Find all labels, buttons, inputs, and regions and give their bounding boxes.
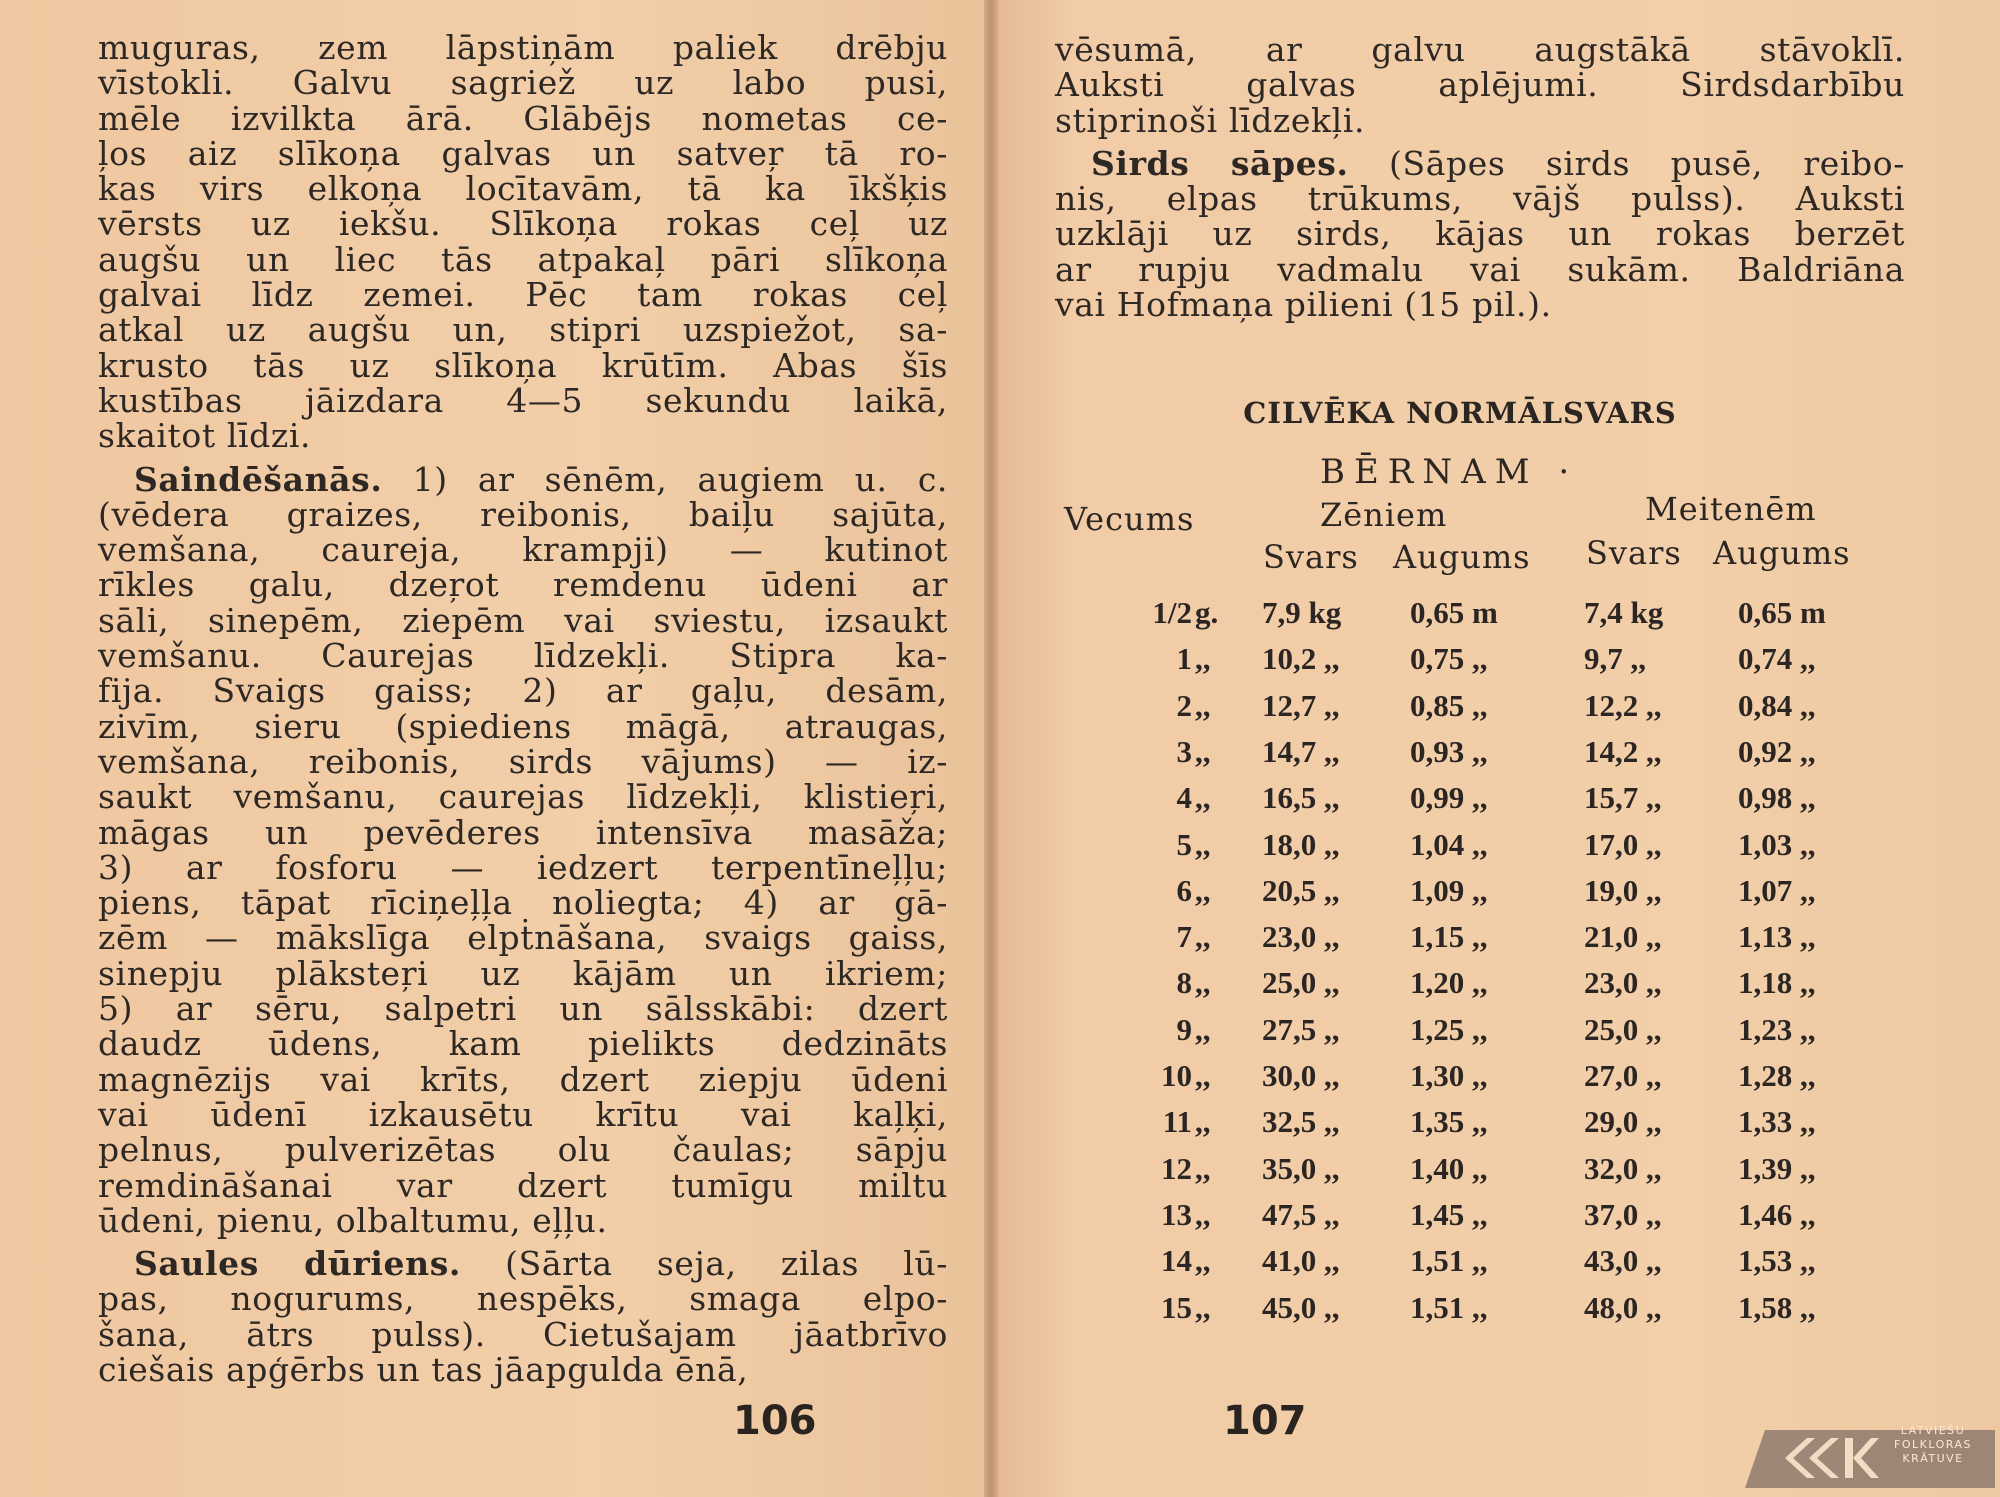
boys-height-cell: 1,45 ,, bbox=[1410, 1196, 1488, 1232]
boys-weight-cell: 47,5 ,, bbox=[1262, 1196, 1340, 1232]
girls-height-cell: 1,53 ,, bbox=[1738, 1243, 1816, 1279]
column-header-boys-height: Augums bbox=[1393, 538, 1531, 576]
age-unit-cell: ,, bbox=[1195, 1058, 1211, 1093]
text-line: pas, nogurums, nespēks, smaga elpo- bbox=[98, 1279, 948, 1319]
boys-height-cell: 1,40 ,, bbox=[1410, 1150, 1488, 1186]
boys-height-cell: 0,75 ,, bbox=[1410, 641, 1488, 677]
boys-height-cell: 0,65 m bbox=[1410, 595, 1498, 630]
girls-height-cell: 1,46 ,, bbox=[1738, 1196, 1816, 1232]
text-line: uzklāji uz sirds, kājas un rokas berzēt bbox=[1055, 214, 1905, 254]
girls-height-cell: 0,65 m bbox=[1738, 595, 1826, 630]
age-unit-cell: ,, bbox=[1195, 826, 1211, 862]
group-header-girls: Meitenēm bbox=[1645, 490, 1817, 528]
girls-height-cell: 1,07 ,, bbox=[1738, 872, 1816, 908]
age-unit-cell: ,, bbox=[1195, 1289, 1211, 1325]
girls-weight-cell: 14,2 ,, bbox=[1584, 733, 1662, 769]
table-row bbox=[0, 919, 2000, 959]
text-line: vemšana, caureja, krampji) — kutinot bbox=[98, 530, 948, 570]
age-cell: 5 bbox=[1176, 826, 1192, 862]
table-row bbox=[0, 873, 2000, 913]
text-line-rest: (Sāpes sirds pusē, reibo- bbox=[1348, 143, 1905, 183]
age-cell: 1/2 bbox=[1152, 595, 1192, 630]
boys-height-cell: 0,93 ,, bbox=[1410, 733, 1488, 769]
logo-line: KRĀTUVE bbox=[1902, 1452, 1964, 1465]
table-title: CILVĒKA NORMĀLSVARS bbox=[1243, 396, 1677, 430]
boys-weight-cell: 16,5 ,, bbox=[1262, 780, 1340, 816]
text-line: 3) ar fosforu — iedzert terpentīneļļu; bbox=[98, 847, 948, 887]
text-line: 5) ar sēru, salpetri un sālsskābi: dzert bbox=[98, 989, 948, 1029]
girls-weight-cell: 15,7 ,, bbox=[1584, 780, 1662, 816]
age-cell: 6 bbox=[1176, 872, 1192, 908]
text-line: mēle izvilkta ārā. Glābējs nometas ce- bbox=[98, 98, 948, 138]
logo-line: FOLKLORAS bbox=[1894, 1438, 1972, 1451]
boys-weight-cell: 27,5 ,, bbox=[1262, 1011, 1340, 1047]
age-cell: 10 bbox=[1161, 1058, 1192, 1093]
age-cell: 3 bbox=[1176, 733, 1192, 769]
table-row bbox=[0, 1104, 2000, 1144]
age-cell: 2 bbox=[1176, 687, 1192, 723]
text-line: stiprinoši līdzekļi. bbox=[1055, 100, 1366, 140]
boys-weight-cell: 14,7 ,, bbox=[1262, 733, 1340, 769]
age-cell: 14 bbox=[1161, 1243, 1192, 1279]
girls-weight-cell: 9,7 ,, bbox=[1584, 641, 1646, 677]
column-header-age: Vecums bbox=[1064, 500, 1195, 538]
girls-weight-cell: 25,0 ,, bbox=[1584, 1011, 1662, 1047]
girls-weight-cell: 19,0 ,, bbox=[1584, 872, 1662, 908]
age-cell: 1 bbox=[1176, 641, 1192, 677]
page-number-left: 106 bbox=[733, 1398, 817, 1444]
table-row bbox=[0, 777, 2000, 820]
boys-weight-cell: 41,0 ,, bbox=[1262, 1243, 1340, 1279]
age-unit-cell: ,, bbox=[1195, 1104, 1211, 1140]
text-line: saukt vemšanu, caurejas līdzekļi, klistieŗi, bbox=[98, 777, 948, 817]
age-cell: 15 bbox=[1161, 1289, 1192, 1325]
text-line: zēm — mākslīga elpṫnāšana, svaigs gaiss, bbox=[98, 918, 948, 958]
text-line: ciešais apģērbs un tas jāapgulda ēnā, bbox=[98, 1349, 749, 1389]
text-line: māgas un pevēderes intensīva masāža; bbox=[98, 812, 948, 852]
boys-height-cell: 1,20 ,, bbox=[1410, 965, 1488, 1001]
text-line: atkal uz augšu un, stipri uzspiežot, sa- bbox=[98, 310, 948, 350]
age-unit-cell: ,, bbox=[1195, 1243, 1211, 1279]
text-line: augšu un liec tās atpakaļ pāri slīkoņa bbox=[98, 239, 948, 279]
boys-height-cell: 1,04 ,, bbox=[1410, 826, 1488, 862]
boys-weight-cell: 30,0 ,, bbox=[1262, 1058, 1340, 1093]
boys-weight-cell: 10,2 ,, bbox=[1262, 641, 1340, 677]
logo-line: LATVIEŠU bbox=[1900, 1424, 1966, 1437]
age-unit-cell: ,, bbox=[1195, 965, 1211, 1001]
age-cell: 11 bbox=[1162, 1104, 1192, 1140]
table-row bbox=[0, 595, 2000, 635]
boys-weight-cell: 12,7 ,, bbox=[1262, 687, 1340, 723]
text-line: piens, tāpat rīciņeļļa noliegta; 4) ar gā- bbox=[98, 883, 948, 923]
girls-height-cell: 1,58 ,, bbox=[1738, 1289, 1816, 1325]
text-line: galvai līdz zemei. Pēc tam rokas ceļ bbox=[98, 275, 948, 315]
age-unit-cell: ,, bbox=[1195, 1011, 1211, 1047]
age-cell: 9 bbox=[1176, 1011, 1192, 1047]
girls-height-cell: 1,23 ,, bbox=[1738, 1011, 1816, 1047]
text-line: vērsts uz iekšu. Slīkoņa rokas ceļ uz bbox=[98, 204, 948, 244]
text-line bbox=[98, 459, 948, 499]
column-header-girls-height: Augums bbox=[1713, 534, 1851, 572]
age-cell: 8 bbox=[1176, 965, 1192, 1001]
age-unit-cell: ,, bbox=[1195, 1150, 1211, 1186]
boys-height-cell: 1,15 ,, bbox=[1410, 919, 1488, 955]
girls-height-cell: 1,28 ,, bbox=[1738, 1058, 1816, 1093]
text-line: vēsumā, ar galvu augstākā stāvoklī. bbox=[1055, 30, 1905, 69]
text-line: muguras, zem lāpstiņām paliek drēbju bbox=[98, 28, 948, 67]
table-row bbox=[0, 1290, 2000, 1330]
text-line: (vēdera graizes, reibonis, baiļu sajūta, bbox=[98, 494, 948, 534]
girls-weight-cell: 48,0 ,, bbox=[1584, 1289, 1662, 1325]
text-line bbox=[1055, 143, 1905, 183]
girls-height-cell: 1,18 ,, bbox=[1738, 965, 1816, 1001]
girls-weight-cell: 21,0 ,, bbox=[1584, 919, 1662, 955]
girls-weight-cell: 7,4 kg bbox=[1584, 595, 1664, 630]
text-line: skaitot līdzi. bbox=[98, 416, 312, 456]
girls-height-cell: 0,92 ,, bbox=[1738, 733, 1816, 769]
girls-height-cell: 1,33 ,, bbox=[1738, 1104, 1816, 1140]
boys-weight-cell: 20,5 ,, bbox=[1262, 872, 1340, 908]
girls-height-cell: 0,98 ,, bbox=[1738, 780, 1816, 816]
right-page-text bbox=[1055, 30, 1905, 325]
text-line: šana, ātrs pulss). Cietušajam jāatbrīvo bbox=[98, 1314, 948, 1354]
text-line: remdināšanai var dzert tumīgu miltu bbox=[98, 1165, 948, 1205]
column-header-girls-weight: Svars bbox=[1586, 534, 1682, 572]
girls-weight-cell: 27,0 ,, bbox=[1584, 1058, 1662, 1093]
age-cell: 4 bbox=[1176, 780, 1192, 816]
text-line: vemšanu. Caurejas līdzekļi. Stipra ka- bbox=[98, 636, 948, 676]
text-line: ūdeni, pienu, olbaltumu, eļļu. bbox=[98, 1200, 608, 1240]
age-unit-cell: ,, bbox=[1195, 919, 1211, 955]
table-row bbox=[0, 1012, 2000, 1052]
table-row bbox=[0, 1243, 2000, 1283]
girls-weight-cell: 32,0 ,, bbox=[1584, 1150, 1662, 1186]
section-heading: Saindēšanās. bbox=[134, 459, 383, 499]
group-header-boys: Zēniem bbox=[1320, 496, 1448, 534]
boys-height-cell: 1,09 ,, bbox=[1410, 872, 1488, 908]
age-unit-cell: g. bbox=[1195, 595, 1219, 630]
boys-height-cell: 1,51 ,, bbox=[1410, 1289, 1488, 1325]
text-line-rest: (Sārta seja, zilas lū- bbox=[460, 1244, 948, 1284]
boys-weight-cell: 35,0 ,, bbox=[1262, 1150, 1340, 1186]
girls-weight-cell: 37,0 ,, bbox=[1584, 1196, 1662, 1232]
boys-weight-cell: 18,0 ,, bbox=[1262, 826, 1340, 862]
table-subtitle: BĒRNAM · bbox=[1320, 452, 1579, 492]
text-line: pelnus, pulverizētas olu čaulas; sāpju bbox=[98, 1130, 948, 1170]
boys-height-cell: 1,51 ,, bbox=[1410, 1243, 1488, 1279]
girls-weight-cell: 12,2 ,, bbox=[1584, 687, 1662, 723]
section-heading: Saules dūriens. bbox=[134, 1244, 461, 1284]
table-row bbox=[0, 734, 2000, 774]
age-unit-cell: ,, bbox=[1195, 733, 1211, 769]
archive-logo-text bbox=[1878, 1424, 1988, 1466]
age-cell: 13 bbox=[1161, 1196, 1192, 1232]
text-line: vīstokli. Galvu sagriež uz labo pusi, bbox=[98, 63, 948, 103]
page-number-right: 107 bbox=[1223, 1398, 1307, 1444]
table-row bbox=[0, 965, 2000, 1005]
girls-height-cell: 1,13 ,, bbox=[1738, 919, 1816, 955]
age-cell: 12 bbox=[1161, 1150, 1192, 1186]
table-row bbox=[0, 1151, 2000, 1191]
text-line: krusto tās uz slīkoņa krūtīm. Abas šīs bbox=[98, 345, 948, 385]
girls-weight-cell: 29,0 ,, bbox=[1584, 1104, 1662, 1140]
column-header-boys-weight: Svars bbox=[1263, 538, 1359, 576]
girls-weight-cell: 23,0 ,, bbox=[1584, 965, 1662, 1001]
text-line: sāli, sinepēm, ziepēm vai sviestu, izsaukt bbox=[98, 600, 948, 640]
table-row bbox=[0, 641, 2000, 681]
text-line: kas virs elkoņa locītavām, tā ka īkšķis bbox=[98, 169, 948, 209]
girls-weight-cell: 17,0 ,, bbox=[1584, 826, 1662, 862]
boys-height-cell: 1,25 ,, bbox=[1410, 1011, 1488, 1047]
text-line: kustības jāizdara 4—5 sekundu laikā, bbox=[98, 380, 948, 420]
text-line: fija. Svaigs gaiss; 2) ar gaļu, desām, bbox=[98, 671, 948, 711]
boys-height-cell: 1,30 ,, bbox=[1410, 1058, 1488, 1093]
text-line: sinepju plāksteŗi uz kājām un ikriem; bbox=[98, 953, 948, 993]
table-row bbox=[0, 827, 2000, 867]
girls-height-cell: 0,84 ,, bbox=[1738, 687, 1816, 723]
text-line: vai ūdenī izkausētu krītu vai kaļķi, bbox=[98, 1094, 948, 1134]
boys-height-cell: 0,99 ,, bbox=[1410, 780, 1488, 816]
boys-height-cell: 1,35 ,, bbox=[1410, 1104, 1488, 1140]
text-line: zivīm, sieru (spiediens māgā, atraugas, bbox=[98, 706, 948, 746]
text-line: Auksti galvas aplējumi. Sirdsdarbību bbox=[1055, 65, 1905, 105]
boys-weight-cell: 32,5 ,, bbox=[1262, 1104, 1340, 1140]
girls-height-cell: 1,39 ,, bbox=[1738, 1150, 1816, 1186]
boys-weight-cell: 45,0 ,, bbox=[1262, 1289, 1340, 1325]
text-line: ļos aiz slīkoņa galvas un satveŗ tā ro- bbox=[98, 133, 948, 173]
text-line: rīkles galu, dzeŗot remdenu ūdeni ar bbox=[98, 565, 948, 605]
age-unit-cell: ,, bbox=[1195, 641, 1211, 677]
boys-weight-cell: 7,9 kg bbox=[1262, 595, 1342, 630]
section-heading: Sirds sāpes. bbox=[1091, 143, 1349, 183]
age-cell: 7 bbox=[1176, 919, 1192, 955]
text-line-rest: 1) ar sēnēm, augiem u. c. bbox=[382, 459, 948, 499]
text-line: daudz ūdens, kam pielikts dedzināts bbox=[98, 1024, 948, 1064]
table-row bbox=[0, 1058, 2000, 1098]
text-line: nis, elpas trūkums, vājš pulss). Auksti bbox=[1055, 179, 1905, 219]
text-line: ar rupju vadmalu vai sukām. Baldriāna bbox=[1055, 249, 1905, 289]
age-unit-cell: ,, bbox=[1195, 687, 1211, 723]
girls-height-cell: 1,03 ,, bbox=[1738, 826, 1816, 862]
text-line: vemšana, reibonis, sirds vājums) — iz- bbox=[98, 741, 948, 781]
age-unit-cell: ,, bbox=[1195, 872, 1211, 908]
girls-weight-cell: 43,0 ,, bbox=[1584, 1243, 1662, 1279]
boys-weight-cell: 23,0 ,, bbox=[1262, 919, 1340, 955]
boys-height-cell: 0,85 ,, bbox=[1410, 687, 1488, 723]
age-unit-cell: ,, bbox=[1195, 1196, 1211, 1232]
table-row bbox=[0, 1196, 2000, 1240]
boys-weight-cell: 25,0 ,, bbox=[1262, 965, 1340, 1001]
girls-height-cell: 0,74 ,, bbox=[1738, 641, 1816, 677]
text-line: vai Hofmaņa pilieni (15 pil.). bbox=[1055, 285, 1552, 325]
age-unit-cell: ,, bbox=[1195, 780, 1211, 816]
text-line: magnēzijs vai krīts, dzert ziepju ūdeni bbox=[98, 1059, 948, 1099]
table-row bbox=[0, 688, 2000, 728]
